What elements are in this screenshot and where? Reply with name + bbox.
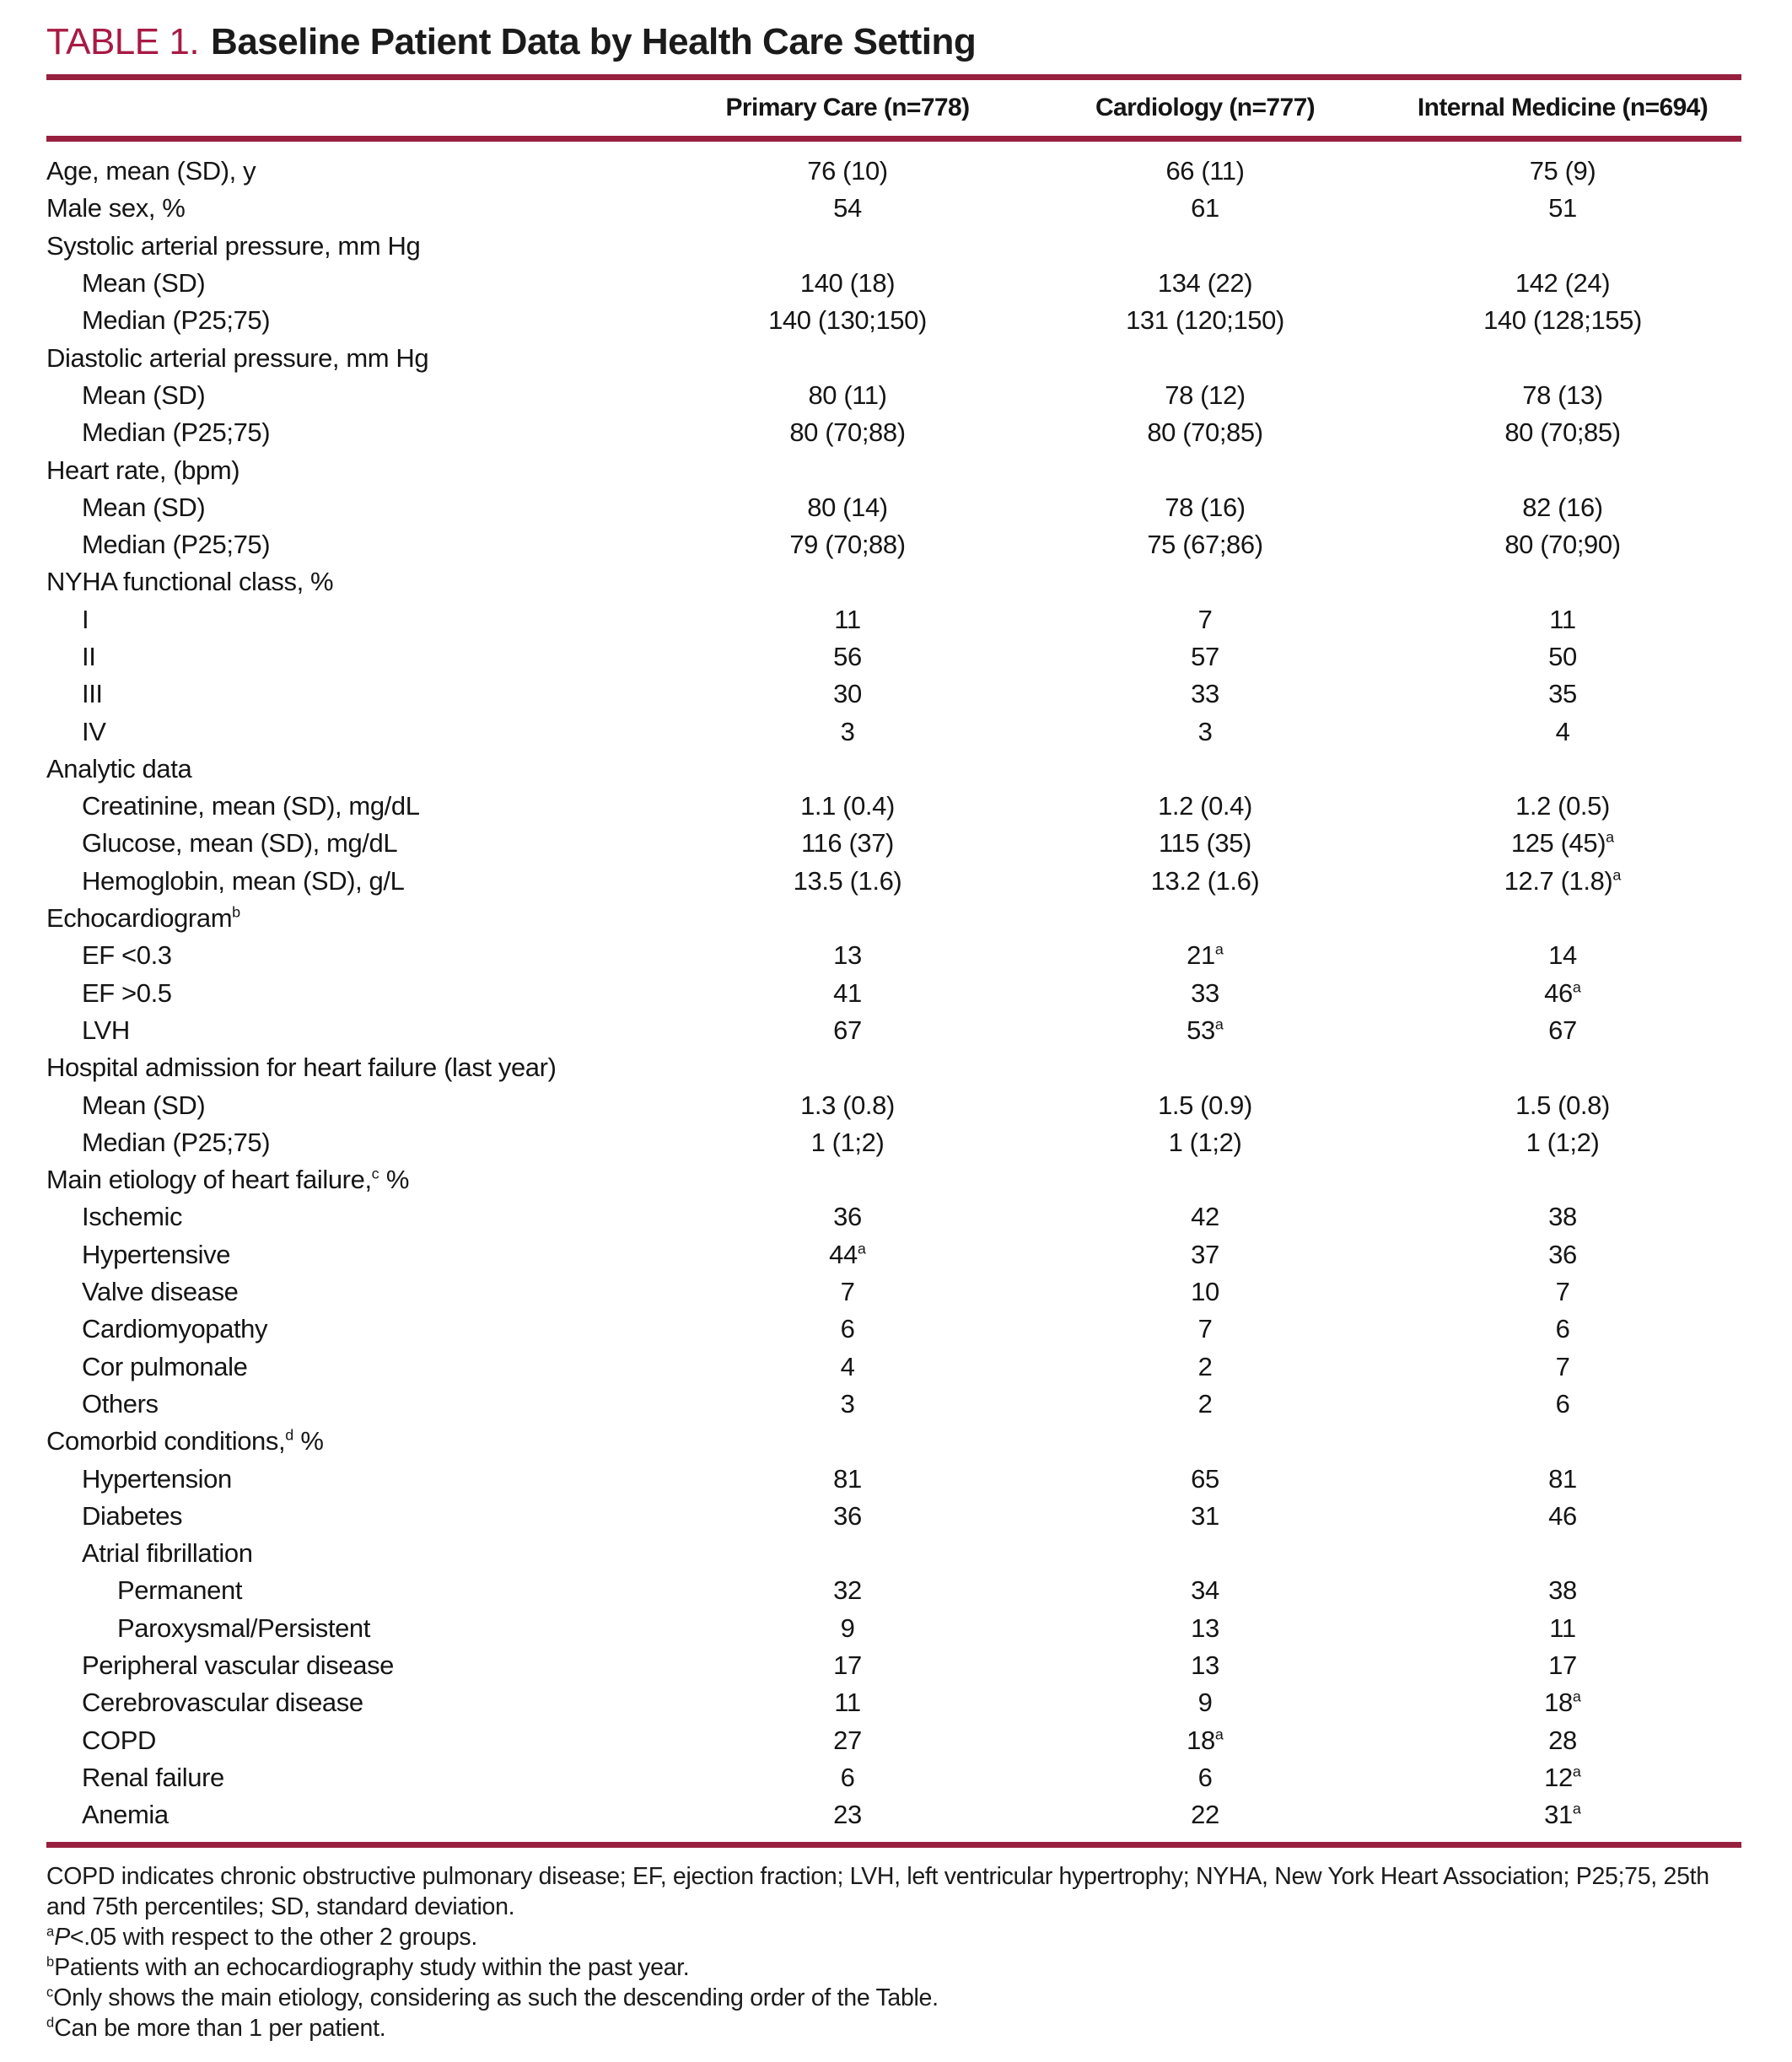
table-row bbox=[46, 1572, 1741, 1609]
row-label: Echocardiogram$^b$ bbox=[46, 903, 241, 934]
value-cell: 78 (12) bbox=[1165, 380, 1246, 410]
row-label: Diastolic arterial pressure, mm Hg bbox=[46, 342, 429, 373]
value-cell: 46 bbox=[1548, 1500, 1577, 1531]
value-cell: 17 bbox=[1548, 1650, 1577, 1681]
table-row bbox=[46, 1498, 1741, 1535]
table-row bbox=[46, 863, 1741, 900]
row-label: Median (P25;75) bbox=[82, 305, 271, 336]
row-label: Creatinine, mean (SD), mg/dL bbox=[82, 791, 420, 821]
value-cell: 21$^a$ bbox=[1187, 940, 1224, 971]
column-header-internal-medicine: Internal Medicine (n=694) bbox=[1417, 94, 1709, 121]
value-cell: 13 bbox=[1191, 1650, 1219, 1681]
value-cell: 23 bbox=[833, 1800, 862, 1830]
value-cell: 115 (35) bbox=[1159, 828, 1251, 859]
value-cell: 38 bbox=[1548, 1575, 1577, 1606]
table-row bbox=[46, 676, 1741, 713]
value-cell: 18$^a$ bbox=[1187, 1725, 1224, 1755]
table-row bbox=[46, 638, 1741, 676]
row-label: Hypertensive bbox=[82, 1239, 231, 1269]
table-row bbox=[46, 975, 1741, 1012]
row-label: Renal failure bbox=[82, 1762, 224, 1792]
value-cell: 6 bbox=[1555, 1314, 1570, 1344]
value-cell: 11 bbox=[834, 604, 861, 634]
value-cell: 1 (1;2) bbox=[810, 1127, 885, 1157]
row-label: Median (P25;75) bbox=[82, 530, 271, 560]
value-cell: 33 bbox=[1191, 977, 1219, 1008]
column-header-primary-care: Primary Care (n=778) bbox=[725, 94, 970, 121]
header-rule bbox=[46, 136, 1741, 142]
value-cell: 125 $(45)^a$ bbox=[1510, 828, 1615, 859]
table-row bbox=[46, 713, 1741, 750]
value-cell: 13.2 (1.6) bbox=[1150, 865, 1260, 896]
value-cell: 1.5 (0.8) bbox=[1515, 1090, 1610, 1120]
row-label: Mean (SD) bbox=[82, 1090, 206, 1120]
table-row bbox=[46, 788, 1741, 825]
value-cell: 54 bbox=[833, 193, 862, 223]
table-row bbox=[46, 1124, 1741, 1161]
value-cell: 140 (18) bbox=[799, 268, 896, 299]
value-cell: 140 (130;150) bbox=[768, 305, 927, 336]
row-label: III bbox=[82, 679, 103, 709]
value-cell: 142 (24) bbox=[1515, 268, 1611, 299]
row-label: II bbox=[82, 642, 96, 671]
row-label: Hemoglobin, mean (SD), g/L bbox=[82, 865, 405, 896]
value-cell: 80 (11) bbox=[808, 380, 887, 410]
table-row bbox=[46, 825, 1741, 862]
value-cell: 31 bbox=[1191, 1500, 1219, 1531]
value-cell: 35 bbox=[1548, 679, 1577, 709]
value-cell: 7 bbox=[1197, 604, 1213, 634]
value-cell: 3 bbox=[840, 716, 855, 746]
value-cell: 80 (70;88) bbox=[789, 417, 906, 448]
value-cell: 7 bbox=[1197, 1314, 1213, 1344]
value-cell: 13 bbox=[1191, 1612, 1219, 1643]
table-row bbox=[46, 414, 1741, 451]
table-row bbox=[46, 1759, 1741, 1796]
value-cell: 81 bbox=[833, 1463, 862, 1494]
value-cell: 6 bbox=[840, 1762, 855, 1792]
value-cell: 11 bbox=[834, 1688, 861, 1718]
row-label: Comorbid conditions,$^d$ % bbox=[46, 1426, 324, 1456]
table-row bbox=[46, 1161, 1741, 1198]
table-row bbox=[46, 1721, 1741, 1758]
table-title bbox=[46, 20, 1741, 64]
table-row bbox=[46, 1460, 1741, 1497]
value-cell: 50 bbox=[1548, 642, 1577, 671]
row-label: Others bbox=[82, 1388, 159, 1419]
value-cell: 131 (120;150) bbox=[1126, 305, 1284, 336]
row-label: Median (P25;75) bbox=[82, 1127, 271, 1157]
column-header-row bbox=[46, 80, 1741, 136]
value-cell: 33 bbox=[1191, 679, 1219, 709]
row-label: Valve disease bbox=[82, 1277, 239, 1307]
value-cell: 75 (9) bbox=[1529, 156, 1596, 186]
value-cell: 46$^a$ bbox=[1544, 977, 1581, 1008]
table-row bbox=[46, 1086, 1741, 1123]
row-label: Cerebrovascular disease bbox=[82, 1688, 363, 1718]
footnote: $^a$P<.05 with respect to the other 2 groups. bbox=[46, 1923, 477, 1952]
value-cell: 78 (13) bbox=[1522, 380, 1603, 410]
table-row bbox=[46, 1311, 1741, 1348]
table-row bbox=[46, 751, 1741, 788]
row-label: Cor pulmonale bbox=[82, 1351, 248, 1381]
row-label: NYHA functional class, % bbox=[46, 567, 334, 597]
value-cell: 1.2 (0.5) bbox=[1515, 791, 1610, 821]
row-label: Permanent bbox=[117, 1575, 243, 1606]
table-row bbox=[46, 1610, 1741, 1647]
value-cell: 10 bbox=[1191, 1277, 1219, 1307]
table-row bbox=[46, 601, 1741, 638]
value-cell: 13 bbox=[833, 940, 862, 971]
value-cell: 1.1 (0.4) bbox=[800, 791, 895, 821]
value-cell: 6 bbox=[840, 1314, 855, 1344]
table-row bbox=[46, 489, 1741, 526]
value-cell: 80 (70;85) bbox=[1147, 417, 1263, 448]
value-cell: 82 (16) bbox=[1522, 492, 1603, 522]
row-label: Mean (SD) bbox=[82, 268, 206, 299]
value-cell: 116 (37) bbox=[801, 828, 894, 859]
table-row bbox=[46, 563, 1741, 600]
value-cell: 2 bbox=[1197, 1388, 1213, 1419]
value-cell: 67 bbox=[1548, 1015, 1577, 1045]
value-cell: 134 (22) bbox=[1157, 268, 1253, 299]
row-label: Median (P25;75) bbox=[82, 417, 271, 448]
value-cell: 11 bbox=[1549, 604, 1576, 634]
value-cell: 76 (10) bbox=[807, 156, 888, 186]
table-caption: Baseline Patient Data by Health Care Setting bbox=[211, 21, 977, 62]
value-cell: 41 bbox=[833, 977, 862, 1008]
value-cell: 4 bbox=[1555, 716, 1570, 746]
row-label: Hospital admission for heart failure (last year) bbox=[46, 1053, 557, 1083]
row-label: Atrial fibrillation bbox=[82, 1538, 253, 1569]
value-cell: 80 (14) bbox=[807, 492, 888, 522]
value-cell: 1 (1;2) bbox=[1168, 1127, 1242, 1157]
row-label: IV bbox=[82, 716, 106, 746]
value-cell: 28 bbox=[1548, 1725, 1577, 1755]
table-row bbox=[46, 1049, 1741, 1086]
table-row bbox=[46, 526, 1741, 563]
top-rule bbox=[46, 74, 1741, 80]
value-cell: 1 (1;2) bbox=[1526, 1127, 1600, 1157]
table-row bbox=[46, 1386, 1741, 1423]
value-cell: 4 bbox=[840, 1351, 855, 1381]
table-row bbox=[46, 265, 1741, 302]
footnotes-block bbox=[46, 1861, 1741, 2043]
table-row bbox=[46, 1647, 1741, 1684]
value-cell: 140 (128;155) bbox=[1483, 305, 1642, 336]
value-cell: 7 bbox=[840, 1277, 855, 1307]
row-label: Male sex, % bbox=[46, 193, 186, 223]
table-row bbox=[46, 339, 1741, 376]
value-cell: 78 (16) bbox=[1165, 492, 1246, 522]
value-cell: 14 bbox=[1548, 940, 1577, 971]
value-cell: 36 bbox=[1548, 1239, 1577, 1269]
row-label: Age, mean (SD), y bbox=[46, 156, 256, 186]
table-row bbox=[46, 1273, 1741, 1311]
row-label: Cardiomyopathy bbox=[82, 1314, 268, 1344]
value-cell: 44$^a$ bbox=[829, 1239, 866, 1269]
value-cell: 80 (70;85) bbox=[1504, 417, 1621, 448]
value-cell: 30 bbox=[833, 679, 862, 709]
value-cell: 81 bbox=[1548, 1463, 1577, 1494]
table-row bbox=[46, 1796, 1741, 1833]
value-cell: 22 bbox=[1191, 1800, 1219, 1830]
table-row bbox=[46, 1684, 1741, 1721]
value-cell: 7 bbox=[1555, 1351, 1570, 1381]
table-row bbox=[46, 190, 1741, 227]
row-label: Mean (SD) bbox=[82, 492, 206, 522]
value-cell: 1.2 (0.4) bbox=[1158, 791, 1252, 821]
value-cell: 79 (70;88) bbox=[789, 530, 906, 560]
value-cell: 13.5 (1.6) bbox=[793, 865, 902, 896]
value-cell: 53$^a$ bbox=[1187, 1015, 1224, 1045]
row-label: Main etiology of heart failure,$^c$ % bbox=[46, 1165, 410, 1195]
value-cell: 17 bbox=[833, 1650, 862, 1681]
table-row bbox=[46, 900, 1741, 937]
table-row bbox=[46, 302, 1741, 339]
table-row bbox=[46, 153, 1741, 190]
row-label: EF >0.5 bbox=[82, 977, 172, 1008]
row-label: Glucose, mean (SD), mg/dL bbox=[82, 828, 398, 859]
row-label: Hypertension bbox=[82, 1463, 232, 1494]
table-row bbox=[46, 1423, 1741, 1460]
table-row bbox=[46, 228, 1741, 265]
row-label: Heart rate, (bpm) bbox=[46, 455, 240, 485]
value-cell: 56 bbox=[833, 642, 862, 671]
value-cell: 65 bbox=[1191, 1463, 1219, 1494]
footnote: $^b$Patients with an echocardiography study within the past year. bbox=[46, 1953, 690, 1982]
row-label: COPD bbox=[82, 1725, 156, 1755]
table-row bbox=[46, 451, 1741, 488]
table-row bbox=[46, 1236, 1741, 1273]
value-cell: 80 (70;90) bbox=[1504, 530, 1621, 560]
value-cell: 12$^a$ bbox=[1544, 1762, 1581, 1792]
value-cell: 7 bbox=[1555, 1277, 1570, 1307]
table-row bbox=[46, 1349, 1741, 1386]
row-label: I bbox=[82, 604, 89, 634]
value-cell: 34 bbox=[1191, 1575, 1219, 1606]
value-cell: 38 bbox=[1548, 1202, 1577, 1232]
table-row bbox=[46, 937, 1741, 974]
footnote: COPD indicates chronic obstructive pulmonary disease; EF, ejection fraction; LVH, left ventricular hypertrophy; NYHA, New York Heart Association; P25;75, 25th and 75th percentiles; SD, standard deviation. bbox=[46, 1863, 1709, 1921]
row-label: Anemia bbox=[82, 1800, 169, 1830]
table-body bbox=[46, 142, 1741, 1842]
row-label: EF <0.3 bbox=[82, 940, 172, 971]
value-cell: 3 bbox=[1197, 716, 1213, 746]
value-cell: 75 (67;86) bbox=[1147, 530, 1263, 560]
bottom-rule bbox=[46, 1842, 1741, 1848]
table-row bbox=[46, 377, 1741, 414]
value-cell: 36 bbox=[833, 1202, 862, 1232]
value-cell: 18$^a$ bbox=[1544, 1688, 1581, 1718]
value-cell: 61 bbox=[1191, 193, 1219, 223]
value-cell: 42 bbox=[1191, 1202, 1219, 1232]
value-cell: 67 bbox=[833, 1015, 862, 1045]
row-label: Peripheral vascular disease bbox=[82, 1650, 395, 1681]
value-cell: 1.5 (0.9) bbox=[1158, 1090, 1252, 1120]
row-label: Mean (SD) bbox=[82, 380, 206, 410]
footnote: $^c$Only shows the main etiology, considering as such the descending order of the Table. bbox=[46, 1984, 939, 2012]
row-label: Paroxysmal/Persistent bbox=[117, 1612, 370, 1643]
footnote: $^d$Can be more than 1 per patient. bbox=[46, 2014, 386, 2043]
value-cell: 11 bbox=[1549, 1612, 1576, 1643]
value-cell: 31$^a$ bbox=[1544, 1800, 1581, 1830]
value-cell: 6 bbox=[1197, 1762, 1213, 1792]
row-label: Analytic data bbox=[46, 753, 192, 783]
value-cell: 57 bbox=[1191, 642, 1219, 671]
value-cell: 6 bbox=[1555, 1388, 1570, 1419]
table-number-label: TABLE 1. bbox=[46, 21, 200, 62]
value-cell: 9 bbox=[1197, 1688, 1213, 1718]
value-cell: 32 bbox=[833, 1575, 862, 1606]
value-cell: 37 bbox=[1191, 1239, 1219, 1269]
value-cell: 1.3 (0.8) bbox=[800, 1090, 895, 1120]
value-cell: 66 (11) bbox=[1165, 156, 1245, 186]
row-label: Systolic arterial pressure, mm Hg bbox=[46, 230, 421, 261]
row-label: Diabetes bbox=[82, 1500, 183, 1531]
value-cell: 3 bbox=[840, 1388, 855, 1419]
value-cell: 36 bbox=[833, 1500, 862, 1531]
value-cell: 9 bbox=[840, 1612, 855, 1643]
table-row bbox=[46, 1198, 1741, 1236]
table-row bbox=[46, 1535, 1741, 1572]
value-cell: 12.7 $(1.8)^a$ bbox=[1504, 865, 1622, 896]
column-header-cardiology: Cardiology (n=777) bbox=[1095, 94, 1316, 121]
value-cell: 2 bbox=[1197, 1351, 1213, 1381]
row-label: LVH bbox=[82, 1015, 130, 1045]
table-row bbox=[46, 1012, 1741, 1049]
value-cell: 27 bbox=[833, 1725, 862, 1755]
value-cell: 51 bbox=[1548, 193, 1577, 223]
row-label: Ischemic bbox=[82, 1202, 183, 1232]
